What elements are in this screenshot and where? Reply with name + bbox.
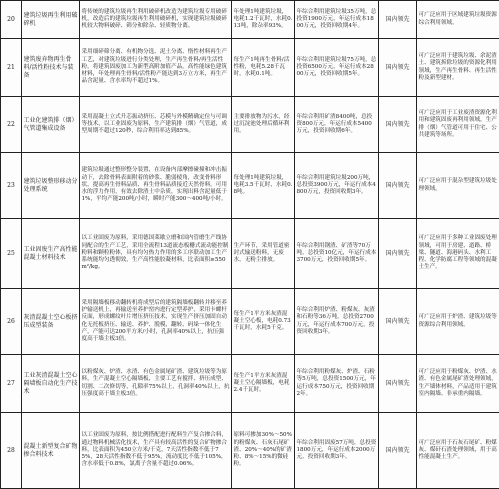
- economic-benefit: 年综合利用炉渣、粉煤灰、灰渣和石粉等36万吨，总投资2700万元，年运行成本700万元，投资回收期3年。: [295, 289, 379, 355]
- table-row: [1, 1, 499, 39]
- table-row: [1, 39, 499, 97]
- technology-content: 采用细碎筛分离、有机物分选、泥土分离、惰性材料再生产工艺，对建筑垃圾进行分类处理，生产再生骨料/再生活性粉，将建筑固废加工为新型高附加值产品。高性能绿色建筑材料，年处理再生骨料/活性粉产能达到3万立方米，再生产品含泥量、含水率均不超过1%。: [80, 39, 232, 97]
- technical-indicators: 每生产1平方米灰渣混凝土空心板，电耗0.73千瓦时，水耗5千克。: [232, 289, 295, 355]
- technology-level: 国内领先: [379, 355, 417, 413]
- technology-name: 工业固废生产高性能混凝土材料技术: [22, 219, 80, 289]
- technology-content: 采用隔墙板移动翻转机将成型后的建筑隔墙板翻转并移至养护输送机上，再输送至养护窑内进行定型养护，采用卡螺杆反面，形成螺纹叶片增压挤压技术，实现生产挤压加固自动化无托板挤压、输送、养护、脱模、翻转、码垛一体化生产，产能可达200平方米/小时，孔洞率40%以上，抗压强度高于墙主板3倍。: [80, 289, 232, 355]
- table-row: [1, 355, 499, 413]
- technology-level: 国内领先: [379, 97, 417, 153]
- technical-indicators: 原料可掺加30%～50%的粉煤灰、石灰石尾矿渣、20%～40%的矿渣粉、8%～15%的微硅粉。: [232, 413, 295, 489]
- economic-benefit: 年综合利用固废57万吨，总投资1800万元，年运行成本2000万元，投资回收期3年。: [295, 413, 379, 489]
- technology-name: 建筑垃圾再生利用破碎机: [22, 1, 80, 39]
- table-row: [1, 153, 499, 219]
- technology-name: 工业灰渣混凝土空心隔墙板自动化生产技术: [22, 355, 80, 413]
- technology-content: 建筑垃圾通过整形整分装置，在设备内部摩擦碰撞和冲击振动下，去除骨料表面附着的砂浆、脆弱棱角，改变骨料形状，提高再生骨料品质、再生骨料品质接近天然骨料。可用水的浮力作用，有效去除渣土中杂质，实现出料含泥量低于1%，平均产能200吨/小时，瞬时产能300～400吨/小时。: [80, 153, 232, 219]
- table-row: [1, 413, 499, 489]
- technology-name: 混凝土新型复合矿物掺合料技术: [22, 413, 80, 489]
- technology-name: 建筑废弃物再生骨料/活性粉技术与装备: [22, 39, 80, 97]
- economic-benefit: 年综合利用建筑垃圾200万吨，总投资3900万元，年运行成本4800万元，投资回收期3年。: [295, 153, 379, 219]
- technical-indicators: 生产环节，采用管道密封式输送粉料，无废水，无粉尘排放。: [232, 219, 295, 289]
- application-prospect: 可广泛应用于建筑垃圾、余泥渣土、建筑拆除垃圾的资源化利用领域，生产再生骨料、再生活性粉及新型建材。: [417, 39, 499, 97]
- technology-level: 国内领先: [379, 153, 417, 219]
- application-prospect: 可广泛应用于工业废渣资源化利用和建筑固废再利用领域，生产排（烟）气管道可用于住宅、公共建筑等场所。: [417, 97, 499, 153]
- technology-content: 以粉煤灰、炉渣、水渣、有色金属尾矿渣、建筑垃圾等为原料，生产混凝土空心隔墙板，主要工艺有搅拌、挤压成型、切割、二次修切等，孔隙率75%以上，孔洞率40%以上，抗压强度高于墙主板3倍。: [80, 355, 232, 413]
- economic-benefit: 年综合利用矿渣8400吨，总投资800万元，年运行成本5400万元，投资回收期6年。: [295, 97, 379, 153]
- row-number: 23: [1, 153, 22, 219]
- table-row: [1, 219, 499, 289]
- technical-indicators: 每生产1平方米灰渣混凝土空心隔墙板，电耗2.4千瓦时。: [232, 355, 295, 413]
- technology-content: 采用混凝土立式升芯振动挤压、芯模与外模精确定位与可调等技术，以工业固废为原料，生产建筑排（烟）气管道，成型周期不超过120秒，综合利用率达到85%。: [80, 97, 232, 153]
- technical-indicators: 每处理1吨建筑垃圾，电耗3.5千瓦时，水耗0.8吨。: [232, 153, 295, 219]
- table-row: [1, 97, 499, 153]
- technology-level: 国内领先: [379, 413, 417, 489]
- technical-indicators: 每生产1吨再生骨料/活性粉，电耗5.28千瓦时，水耗0.1吨。: [232, 39, 295, 97]
- technology-level: 国内领先: [379, 39, 417, 97]
- technical-indicators: 主要排放物为污水，经过沉淀池处理后循环利用。: [232, 97, 295, 153]
- row-number: 25: [1, 219, 22, 289]
- technology-name: 建筑垃圾整形移动分处理系统: [22, 153, 80, 219]
- application-prospect: 可广泛应用于炉渣、建筑垃圾等资源综合利用领域。: [417, 289, 499, 355]
- row-number: 27: [1, 355, 22, 413]
- table-row: [1, 289, 499, 355]
- technology-content: 以工业固废为原料，采用德国莱歇立磨和国内管磨生产线协同配合的生产工艺，采用全流程13道流态板栅式流动能控制粉料和颗粒粉体，具有均匀热力作用的多工序联动加工生产系统能均匀透彻效，生产高性能胶凝材料，比表面积≥550m²/kg。: [80, 219, 232, 289]
- row-number: 21: [1, 39, 22, 97]
- technology-content: 以工业固废为原料，按比例搭配进行配料生产复合掺合料，通过物料机械活化技术，生产具有较高活性的复合矿物掺合料，比表面积为450立方米/千克，7天活性指数不低于75%，28天活性指数不低于95%，流动度比不低于105%，含水率低于0.8%，氯离子含量不超过0.06%。: [80, 413, 232, 489]
- technology-level: 国内领先: [379, 1, 417, 39]
- economic-benefit: 年综合利用粉煤灰、炉渣、石粉等5万吨，总投资1500万元，年运行成本750万元，投资回收期2年。: [295, 355, 379, 413]
- economic-benefit: 年综合利用建筑垃圾75万吨，总投资6500万元，年运行成本2800万元，投资回收期5年。: [295, 39, 379, 97]
- technical-indicators: 年处理1吨建筑垃圾，电耗1.2千瓦时，水耗0.13吨，除杂率93%。: [232, 1, 295, 39]
- application-prospect: 可广泛应用于区域建筑垃圾资源综合利用领域。: [417, 1, 499, 39]
- economic-benefit: 年综合利用建筑垃圾35万吨，总投资1900万元，年运行成本1800万元，投资回收期4年。: [295, 1, 379, 39]
- technology-name: 工业化建筑排（烟）气管道集成设备: [22, 97, 80, 153]
- application-prospect: 可广泛应用于石灰石尾矿、粉煤灰、煤矸石渣处理领域，用于高性能混凝土生产。: [417, 413, 499, 489]
- row-number: 22: [1, 97, 22, 153]
- application-prospect: 可广泛应用于多种工业固废处理领域，可用于房建、道路、桥梁、隧道、海港码头、水利工程、化学防腐工程等领域的混凝土生产。: [417, 219, 499, 289]
- row-number: 20: [1, 1, 22, 39]
- row-number: 26: [1, 289, 22, 355]
- technology-level: 国内领先: [379, 289, 417, 355]
- technology-content: 将传统的建筑垃圾再生利用破碎机改造为建筑垃圾专用破碎机，改造后的建筑垃圾再生利用破碎机，实现建筑垃圾破碎机较大物料破碎、筛分和除杂、轻质物分离。: [80, 1, 232, 39]
- economic-benefit: 年综合利用钢渣、矿渣等70万吨，总投资10亿元，年运行成本3700万元，投资回收期5年。: [295, 219, 379, 289]
- application-prospect: 可广泛应用于混杂型建筑垃圾处理领域。: [417, 153, 499, 219]
- row-number: 28: [1, 413, 22, 489]
- technology-level: 国内领先: [379, 219, 417, 289]
- technology-name: 灰渣混凝土空心板挤压成型装备: [22, 289, 80, 355]
- application-prospect: 可广泛应用于粉煤灰、炉渣、水渣、有色金属尾矿渣处理领域，生产墙体材料，产品适用于建筑室内隔墙、非承重内隔墙。: [417, 355, 499, 413]
